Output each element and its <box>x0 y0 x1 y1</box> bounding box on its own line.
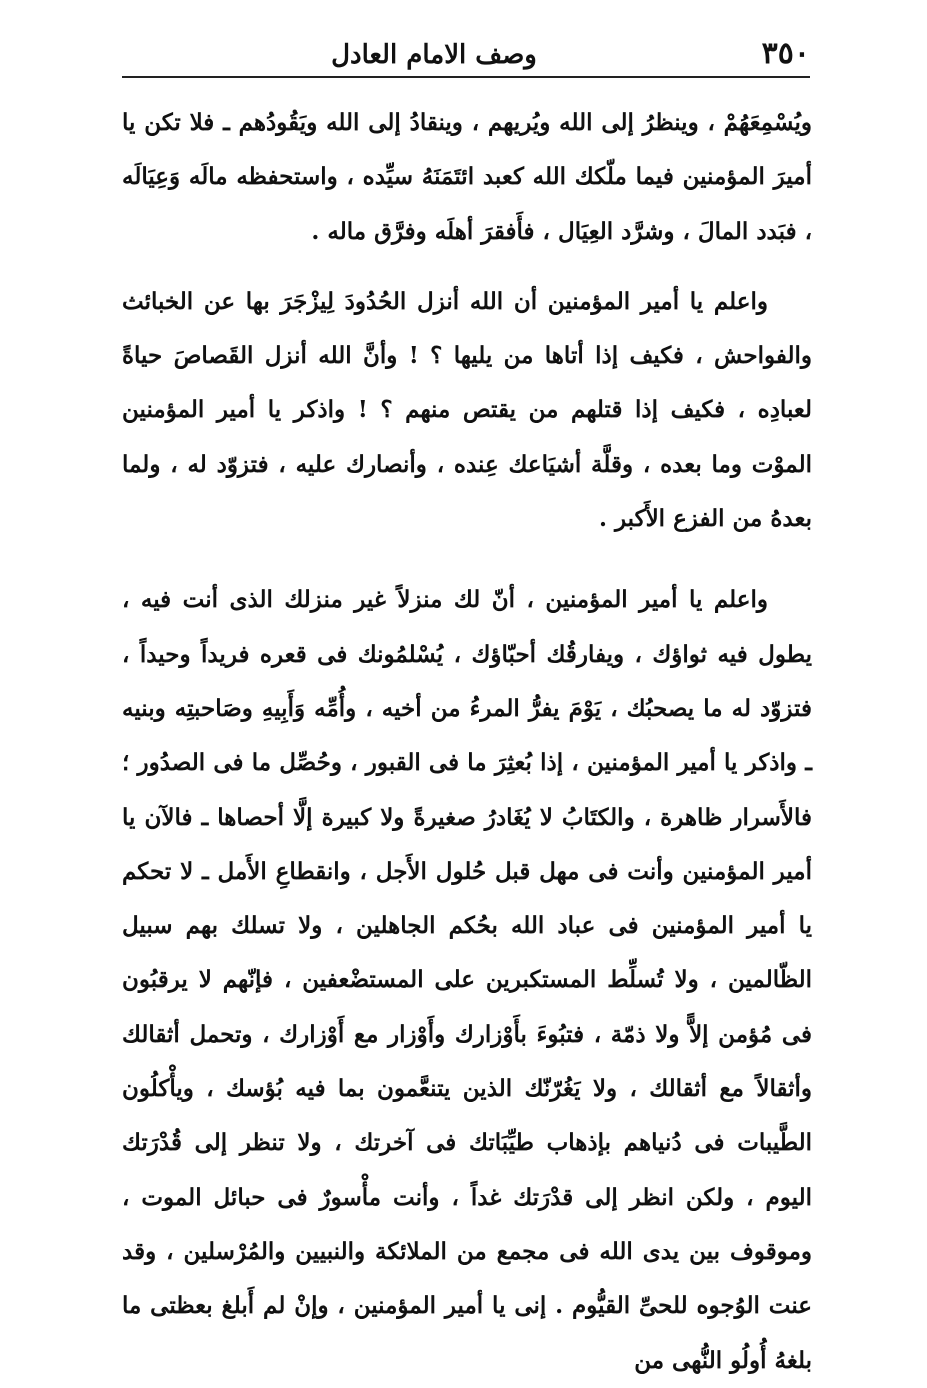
paragraph-hudud <box>122 275 812 546</box>
paragraph-grave <box>122 573 812 1387</box>
paragraph-continuation <box>122 96 812 259</box>
paragraph-text: ويُسْمِعَهُمْ ، وينظرُ إلى الله ويُريهم ، وينقادُ إلى الله ويَقُودُهم ـ فلا تكن يا أميرَ المؤمنين فيما ملّكك الله كعبد ائتَمَنَهُ سيِّده ، واستحفظه مالَه وَعِيَالَه ، فبَدد المالَ ، وشرَّد العِيَال ، فأَفقرَ أهلَه وفرَّق ماله . <box>122 109 812 245</box>
paragraph-text: واعلم يا أمير المؤمنين ، أنّ لك منزلاً غير منزلك الذى أنت فيه ، يطول فيه ثواؤك ، ويفارقُك أحبّاؤك ، يُسْلمُونك فى قعره فريداً وحيداً ، فتزوّد له ما يصحبُك ، يَوْمَ يفرُّ المرءُ من أخيه ، وأُمِّه وَأَبِيهِ وصَاحبتِه وبنيه ـ واذكر يا أمير المؤمنين ، إذا بُعثِرَ ما فى القبور ، وحُصِّل ما فى الصدُور ؛ فالأَسرار ظاهرة ، والكتَابُ لا يُغَادرُ صغيرةً ولا كبيرة إلَّا أحصاها ـ فالآن يا أمير المؤمنين وأنت فى مهل قبل حُلول الأَجل ، وانقطاعِ الأَمل ـ لا تحكم يا أمير المؤمنين فى عباد الله بحُكم الجاهلين ، ولا تسلك بهم سبيل الظّالمين ، ولا تُسلِّط المستكبرين على المستضْعفين ، فإنّهم لا يرقبُون فى مُؤمن إلاًّ ولا ذمّة ، فتبُوءَ بأَوْزارك وأَوْزار مع أَوْزارك ، وتحمل أثقالك وأثقالاً مع أثقالك ، ولا يَغُرّنّك الذين يتنعَّمون بما فيه بُؤسك ، ويأْكلُون الطَّيبات فى دُنياهم بإذهاب طيِّبَاتك فى آخرتك ، ولا تنظر إلى قُدْرَتك اليوم ، ولكن انظر إلى قدْرَتك غداً ، وأنت مأْسورٌ فى حبائل الموت ، وموقوف بين يدى الله فى مجمع من الملائكة والنبيين والمُرْسلين ، وقد عنت الوُجوه للحىِّ القيُّوم . إنى يا أمير المؤمنين ، وإنْ لم أَبلغ بعظتى ما بلغهُ أُولُو النُّهى من <box>122 586 812 1374</box>
page-header <box>122 32 810 76</box>
page-number: ٣٥٠ <box>761 36 810 71</box>
header-rule <box>122 76 810 78</box>
body-text <box>122 96 812 1388</box>
running-title: وصف الامام العادل <box>331 40 537 70</box>
paragraph-text: واعلم يا أمير المؤمنين أن الله أنزل الحُدُودَ لِيزْجَرَ بها عن الخبائث والفواحش ، فكيف إذا أتاها من يليها ؟ ! وأنَّ الله أنزل القَصاصَ حياةً لعبادِه ، فكيف إذا قتلهم من يقتص منهم ؟ ! واذكر يا أمير المؤمنين الموْت وما بعده ، وقلَّة أشيَاعك عِنده ، وأنصارك عليه ، فتزوّد له ، ولما بعدهُ من الفزع الأَكبر . <box>122 287 812 533</box>
